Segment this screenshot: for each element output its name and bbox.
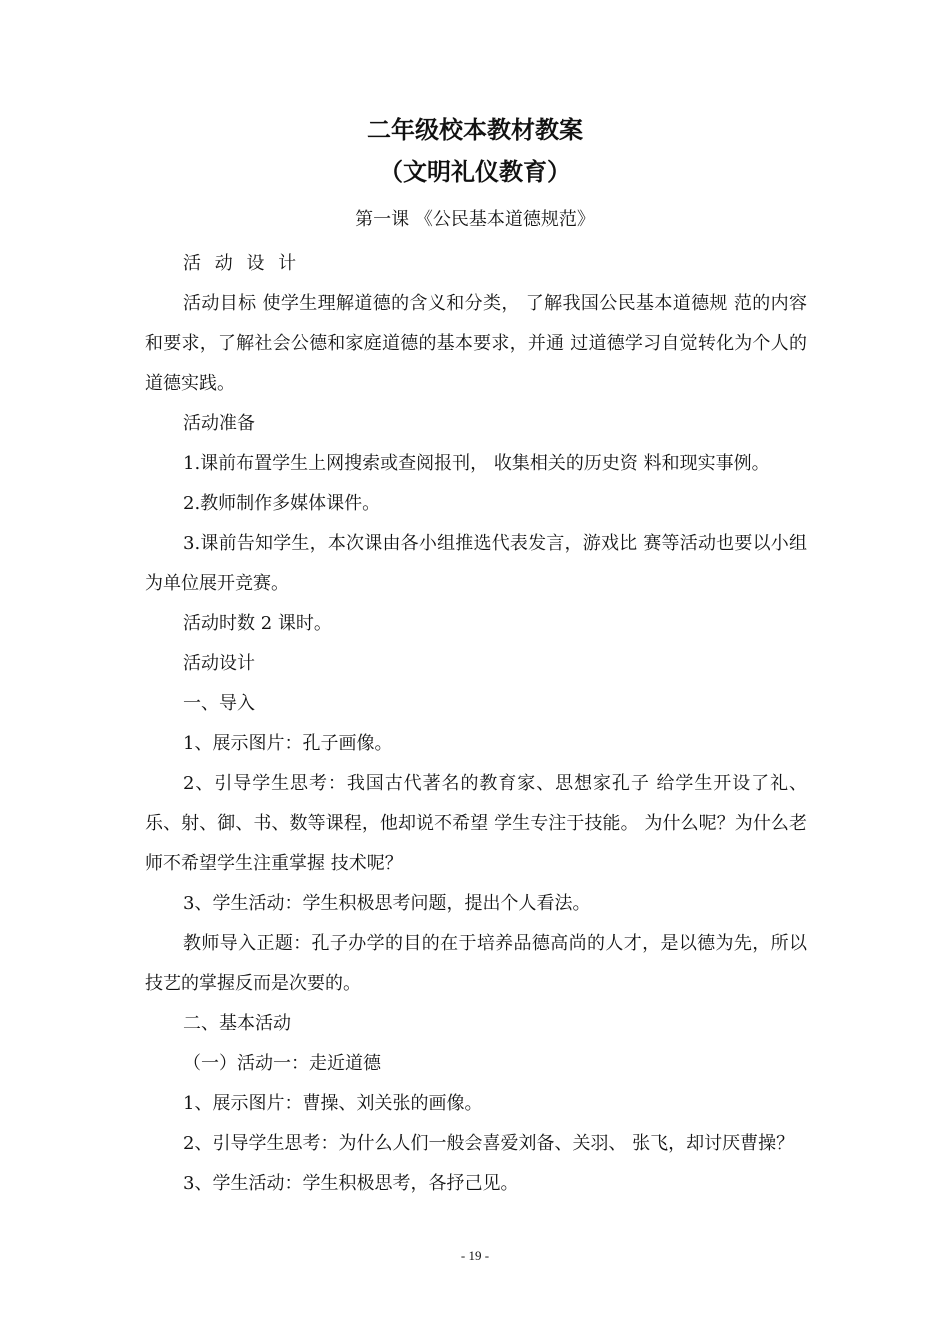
paragraph: 3、学生活动：学生积极思考问题，提出个人看法。 [183,893,591,914]
paragraph: 活动准备 [183,413,255,434]
page-number: - 19 - [460,1248,490,1263]
paragraph: 活动设计 [183,653,255,674]
paragraph: 3.课前告知学生，本次课由各小组推选代表发言，游戏比 赛等活动也要以小组为单位展开竞赛。 [145,533,807,594]
paragraph: 1.课前布置学生上网搜索或查阅报刊， 收集相关的历史资 料和现实事例。 [183,453,770,474]
paragraph: （一）活动一：走近道德 [183,1053,381,1074]
paragraph: 1、展示图片：孔子画像。 [183,733,393,754]
paragraph: 2、引导学生思考：为什么人们一般会喜爱刘备、关羽、 张飞，却讨厌曹操？ [183,1133,795,1154]
lesson-heading: 第一课 《公民基本道德规范》 [355,209,595,230]
paragraph: 2、引导学生思考：我国古代著名的教育家、思想家孔子 给学生开设了礼、乐、射、御、书、数等课程，他却说不希望 学生专注于技能。 为什么呢？为什么老师不希望学生注重掌握 技术呢？ [145,773,807,874]
document-subtitle: （文明礼仪教育） [379,158,571,186]
paragraph: 一、导入 [183,693,255,714]
paragraph: 活 动 设 计 [183,253,301,274]
paragraph: 1、展示图片：曹操、刘关张的画像。 [183,1093,483,1114]
paragraph: 活动目标 使学生理解道德的含义和分类， 了解我国公民基本道德规 范的内容和要求，了解社会公德和家庭道德的基本要求，并通 过道德学习自觉转化为个人的道德实践。 [145,293,807,394]
paragraph: 3、学生活动：学生积极思考，各抒己见。 [183,1173,519,1194]
paragraph: 教师导入正题：孔子办学的目的在于培养品德高尚的人才，是以德为先，所以技艺的掌握反而是次要的。 [145,933,807,994]
paragraph: 2.教师制作多媒体课件。 [183,493,381,514]
paragraph: 二、基本活动 [183,1013,291,1034]
document-title: 二年级校本教材教案 [367,116,583,144]
document-body [145,244,807,1204]
paragraph: 活动时数 2 课时。 [183,613,332,634]
